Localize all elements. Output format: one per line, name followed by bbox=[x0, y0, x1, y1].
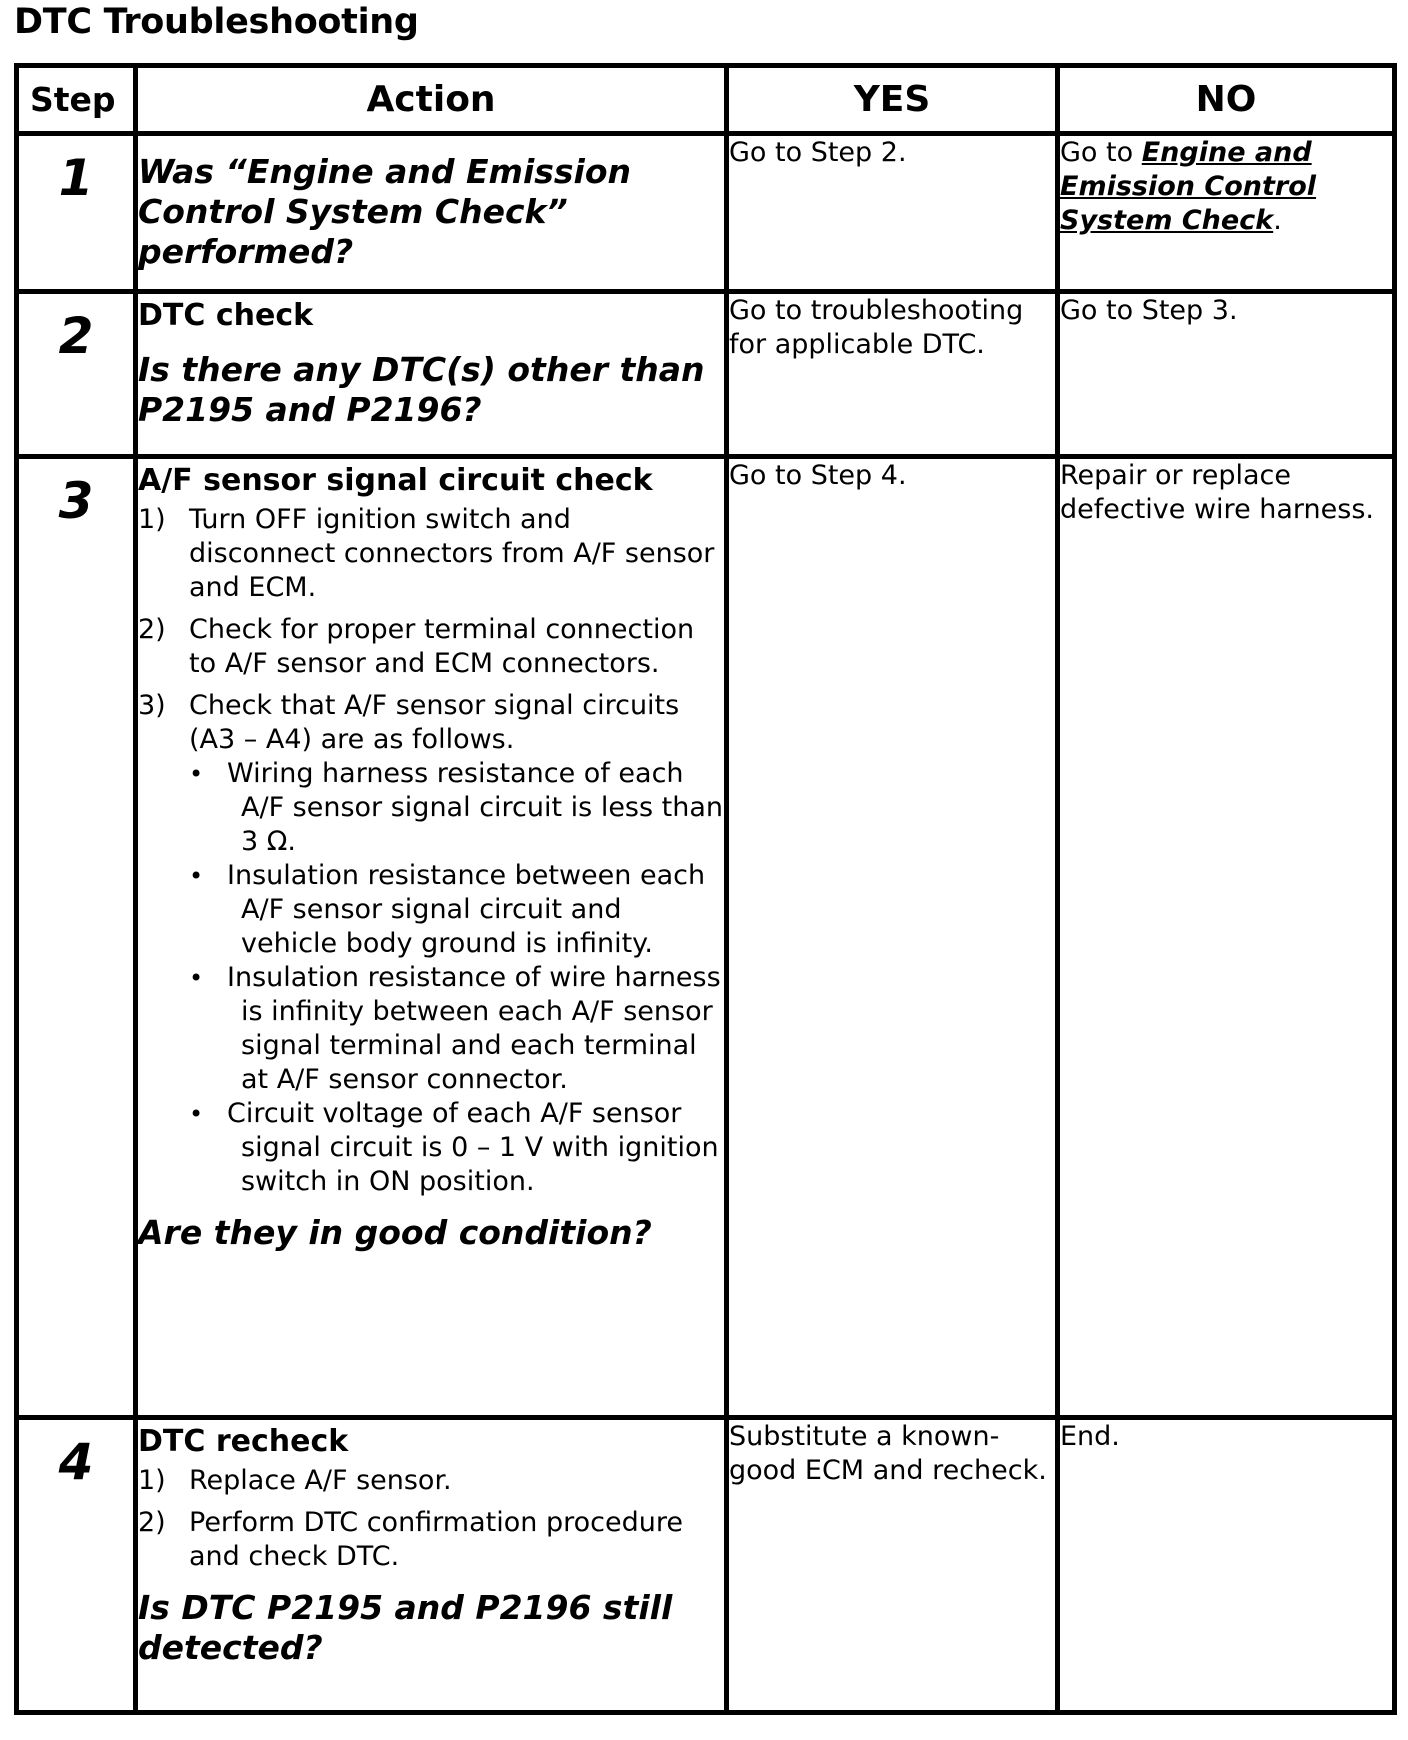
procedure-step-number: 3) bbox=[138, 690, 166, 721]
table-row bbox=[17, 1418, 1395, 1713]
procedure-step-text: Replace A/F sensor. bbox=[189, 1465, 452, 1496]
table-header-row bbox=[17, 66, 1395, 134]
action-heading: DTC check bbox=[138, 298, 314, 333]
check-criterion-text: Wiring harness resistance of each A/F sensor signal circuit is less than 3 Ω. bbox=[227, 758, 724, 857]
procedure-step-text: Turn OFF ignition switch and disconnect connectors from A/F sensor and ECM. bbox=[189, 504, 715, 603]
action-cell bbox=[136, 292, 727, 457]
engine-emission-check-link[interactable]: Engine and Emission Control System Check bbox=[1060, 137, 1317, 236]
procedure-step bbox=[138, 503, 724, 605]
action-cell bbox=[136, 457, 727, 1418]
bullet-icon: • bbox=[189, 964, 204, 992]
action-cell bbox=[136, 134, 727, 292]
table-row bbox=[17, 134, 1395, 292]
column-header-action: Action bbox=[136, 66, 727, 134]
procedure-step-text: Check for proper terminal connection to A/F sensor and ECM connectors. bbox=[189, 614, 695, 679]
procedure-step-number: 1) bbox=[138, 504, 166, 535]
procedure-step-number: 1) bbox=[138, 1465, 166, 1496]
step-number: 1 bbox=[58, 149, 94, 207]
procedure-step-text: Check that A/F sensor signal circuits (A3 – A4) are as follows. bbox=[189, 690, 680, 755]
column-header-yes: YES bbox=[727, 66, 1058, 134]
check-criterion-text: Insulation resistance between each A/F sensor signal circuit and vehicle body ground is infinity. bbox=[227, 860, 706, 959]
bullet-icon: • bbox=[189, 1100, 204, 1128]
yes-cell: Substitute a known-good ECM and recheck. bbox=[727, 1418, 1058, 1713]
bullet-icon: • bbox=[189, 862, 204, 890]
no-prefix: Go to bbox=[1060, 137, 1142, 168]
check-criterion bbox=[176, 859, 724, 961]
check-criterion bbox=[176, 1097, 724, 1199]
procedure-steps bbox=[138, 503, 724, 1199]
procedure-steps bbox=[138, 1464, 724, 1574]
step-number: 2 bbox=[58, 307, 94, 365]
procedure-step bbox=[138, 689, 724, 1199]
check-criterion-text: Insulation resistance of wire harness is infinity between each A/F sensor signal terminal and each terminal at A/F sensor connector. bbox=[227, 962, 721, 1095]
column-header-no: NO bbox=[1058, 66, 1395, 134]
no-cell: Go to Step 3. bbox=[1058, 292, 1395, 457]
action-cell bbox=[136, 1418, 727, 1713]
step-cell bbox=[17, 292, 136, 457]
check-criterion bbox=[176, 757, 724, 859]
procedure-step bbox=[138, 1506, 724, 1574]
yes-cell: Go to Step 2. bbox=[727, 134, 1058, 292]
no-suffix: . bbox=[1273, 205, 1282, 236]
table-row bbox=[17, 457, 1395, 1418]
procedure-step-number: 2) bbox=[138, 614, 166, 645]
page-title: DTC Troubleshooting bbox=[14, 2, 419, 42]
table-row bbox=[17, 292, 1395, 457]
procedure-step-text: Perform DTC confirmation procedure and check DTC. bbox=[189, 1507, 683, 1572]
procedure-step-number: 2) bbox=[138, 1507, 166, 1538]
step-number: 3 bbox=[58, 472, 94, 530]
no-cell: End. bbox=[1058, 1418, 1395, 1713]
step-number: 4 bbox=[58, 1433, 94, 1491]
no-cell bbox=[1058, 134, 1395, 292]
step-cell bbox=[17, 457, 136, 1418]
step-cell bbox=[17, 1418, 136, 1713]
procedure-step bbox=[138, 1464, 724, 1498]
no-cell: Repair or replace defective wire harness. bbox=[1058, 457, 1395, 1418]
procedure-step bbox=[138, 613, 724, 681]
yes-cell: Go to Step 4. bbox=[727, 457, 1058, 1418]
action-heading: DTC recheck bbox=[138, 1424, 349, 1459]
check-criterion bbox=[176, 961, 724, 1097]
column-header-step: Step bbox=[17, 66, 136, 134]
check-criterion-text: Circuit voltage of each A/F sensor signal circuit is 0 – 1 V with ignition switch in ON position. bbox=[227, 1098, 719, 1197]
action-heading: A/F sensor signal circuit check bbox=[138, 463, 653, 498]
yes-cell: Go to troubleshooting for applicable DTC. bbox=[727, 292, 1058, 457]
action-question: Is DTC P2195 and P2196 still detected? bbox=[138, 1588, 673, 1667]
check-criteria-list bbox=[189, 757, 724, 1199]
bullet-icon: • bbox=[189, 760, 204, 788]
action-question: Was “Engine and Emission Control System Check” performed? bbox=[138, 152, 632, 271]
action-question: Are they in good condition? bbox=[138, 1213, 652, 1252]
action-question: Is there any DTC(s) other than P2195 and P2196? bbox=[138, 350, 705, 429]
dtc-troubleshooting-table bbox=[14, 63, 1397, 1715]
step-cell bbox=[17, 134, 136, 292]
